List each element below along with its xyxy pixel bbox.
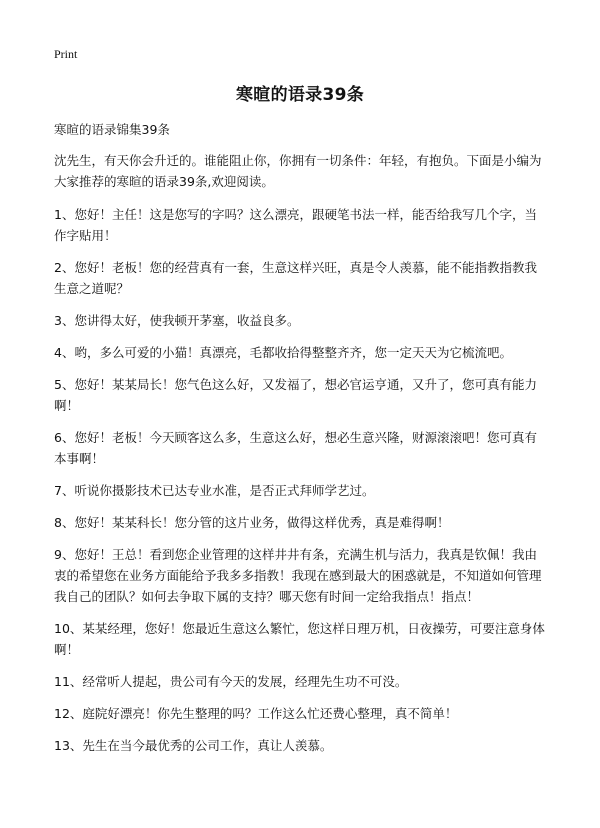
list-item: 13、先生在当今最优秀的公司工作，真让人羡慕。	[54, 738, 333, 753]
list-item: 7、听说你摄影技术已达专业水准，是否正式拜师学艺过。	[54, 483, 375, 498]
list-item: 6、您好！老板！今天顾客这么多，生意这么好，想必生意兴隆，财源滚滚吧！您可真有本事啊！	[54, 430, 537, 466]
list-item: 5、您好！某某局长！您气色这么好，又发福了，想必官运亨通，又升了，您可真有能力啊！	[54, 377, 537, 413]
list-item: 8、您好！某某科长！您分管的这片业务，做得这样优秀，真是难得啊！	[54, 515, 450, 530]
page-title: 寒暄的语录39条	[235, 85, 365, 105]
list-item: 3、您讲得太好，使我顿开茅塞，收益良多。	[54, 313, 300, 328]
list-item: 12、庭院好漂亮！你先生整理的吗？工作这么忙还费心整理，真不简单！	[54, 706, 458, 721]
list-item: 1、您好！主任！这是您写的字吗？这么漂亮，跟硬笔书法一样，能否给我写几个字，当作字贴用！	[54, 207, 537, 243]
list-item: 9、您好！王总！看到您企业管理的这样井井有条，充满生机与活力，我真是钦佩！我由衷的希望您在业务方面能给予我多多指教！我现在感到最大的困惑就是，不知道如何管理我自己的团队？如何去争取下属的支持？哪天您有时间一定给我指点！指点！	[54, 547, 542, 604]
print-link[interactable]: Print	[54, 47, 78, 61]
intro-paragraph: 沈先生，有天你会升迁的。谁能阻止你，你拥有一切条件：年轻，有抱负。下面是小编为大家推荐的寒暄的语录39条,欢迎阅读。	[54, 153, 542, 189]
list-item: 2、您好！老板！您的经营真有一套，生意这样兴旺，真是令人羡慕，能不能指教指教我生意之道呢？	[54, 260, 537, 296]
list-item: 10、某某经理，您好！您最近生意这么繁忙，您这样日理万机，日夜操劳，可要注意身体啊！	[54, 621, 545, 657]
list-item: 4、哟，多么可爱的小猫！真漂亮，毛都收拾得整整齐齐，您一定天天为它梳流吧。	[54, 345, 512, 360]
list-item: 11、经常听人提起，贵公司有今天的发展，经理先生功不可没。	[54, 674, 408, 689]
article-body	[54, 150, 546, 767]
subtitle: 寒暄的语录锦集39条	[54, 122, 170, 137]
